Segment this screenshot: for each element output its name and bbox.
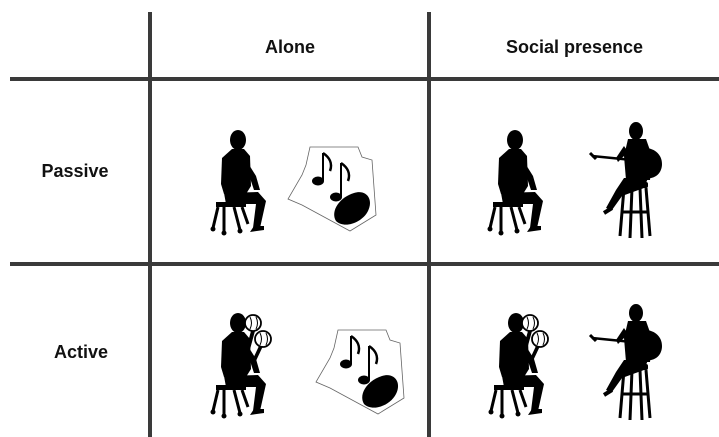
music-sheet-icon bbox=[288, 147, 376, 231]
row-header-passive: Passive bbox=[41, 161, 109, 181]
column-header-alone: Alone bbox=[264, 37, 315, 57]
grid-line-vertical-right bbox=[427, 12, 431, 437]
seated-listener-icon bbox=[488, 130, 544, 236]
grid-line-vertical-left bbox=[148, 12, 152, 437]
grid-line-horizontal-top bbox=[10, 77, 719, 81]
music-sheet-icon bbox=[316, 330, 404, 414]
guitarist-on-stool-icon bbox=[590, 122, 662, 238]
guitarist-on-stool-icon bbox=[590, 304, 662, 420]
row-header-active: Active bbox=[53, 342, 109, 362]
column-header-social-presence: Social presence bbox=[505, 37, 644, 57]
grid-line-horizontal-middle bbox=[10, 262, 719, 266]
seated-listener-icon bbox=[211, 130, 267, 236]
